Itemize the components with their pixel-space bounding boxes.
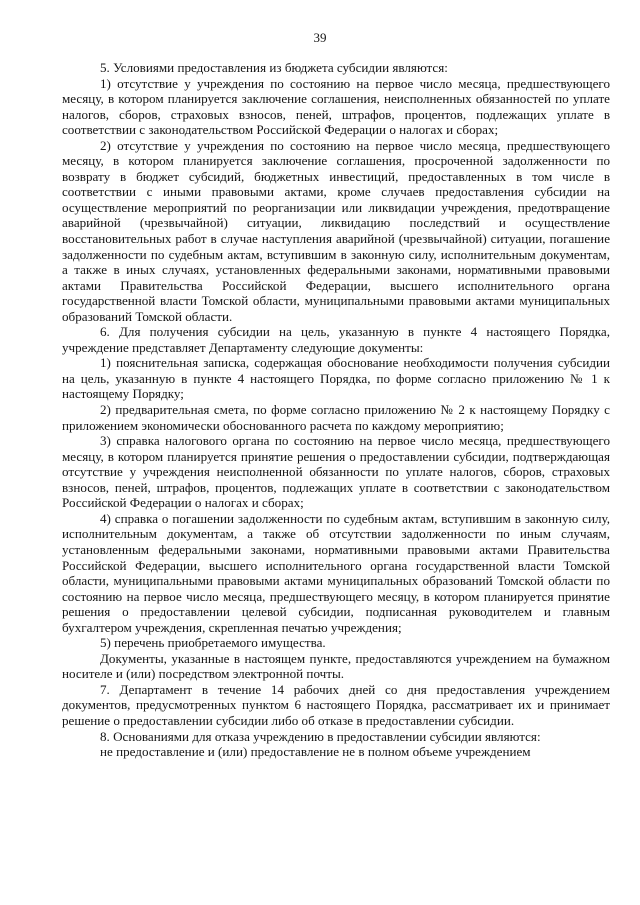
paragraph-6-submission: Документы, указанные в настоящем пункте, предоставляются учреждением на бумажном носителе и (или) посредством электронной почты. — [62, 650, 610, 682]
paragraph-6-item-3: 3) справка налогового органа по состоянию на первое число месяца, предшествующего месяцу, в котором планируется принятие решения о предоставлении субсидии, подтверждающая отсутствие у учреждения неисполненной обязанности по уплате налогов, сборов, страховых взносов, пеней, штрафов, процентов, подлежащих уплате в соответствии с законодательством Российской Федерации о налогах и сборах; — [62, 433, 610, 511]
paragraph-6-item-1: 1) пояснительная записка, содержащая обоснование необходимости получения субсидии на цель, указанную в пункте 4 настоящего Порядка, по форме согласно приложению № 1 к настоящему Порядку; — [62, 355, 610, 402]
paragraph-6-item-5: 5) перечень приобретаемого имущества. — [100, 635, 326, 651]
paragraph-5-conditions: 5. Условиями предоставления из бюджета субсидии являются: — [100, 60, 448, 75]
paragraph-6-documents: 6. Для получения субсидии на цель, указанную в пункте 4 настоящего Порядка, учреждение представляет Департаменту следующие документы: — [62, 324, 610, 355]
paragraph-6-item-2: 2) предварительная смета, по форме согласно приложению № 2 к настоящему Порядку с приложением экономически обоснованного расчета по каждому мероприятию; — [62, 402, 610, 433]
paragraph-5-item-2: 2) отсутствие у учреждения по состоянию на первое число месяца, предшествующего месяцу, в котором планируется заключение соглашения, просроченной задолженности по возврату в бюджет субсидий, бюджетных инвестиций, предоставленных в том числе в соответствии с иными правовыми актами, кроме случаев предоставления субсидии на осуществление мероприятий по реорганизации или ликвидации учреждения, предотвращение аварийной (чрезвычайной) ситуации, ликвидацию последствий и осуществление восстановительных работ в случае наступления аварийной (чрезвычайной) ситуации, погашение задолженности по судебным актам, вступившим в законную силу, исполнительным документам, а также в иных случаях, установленных федеральными законами, нормативными правовыми актами Правительства Российской Федерации, высшего исполнительного органа государственной власти Томской области, муниципальными правовыми актами муниципальных образований Томской области. — [62, 137, 610, 324]
paragraph-8-refusal: 8. Основаниями для отказа учреждению в предоставлении субсидии являются: — [100, 728, 541, 744]
paragraph-7-review: 7. Департамент в течение 14 рабочих дней со дня предоставления учреждением документов, предусмотренных пунктом 6 настоящего Порядка, рассматривает их и принимает решение о предоставлении субсидии либо об отказе в предоставлении субсидии. — [62, 681, 610, 728]
paragraph-8-item-1: не предоставление и (или) предоставление не в полном объеме учреждением — [100, 744, 531, 760]
page-number: 39 — [313, 30, 327, 45]
paragraph-5-item-1: 1) отсутствие у учреждения по состоянию на первое число месяца, предшествующего месяцу, в котором планируется заключение соглашения, неисполненных обязанностей по уплате налогов, сборов, страховых взносов, пеней, штрафов, процентов, подлежащих уплате в соответствии с законодательством Российской Федерации о налогах и сборах; — [62, 75, 610, 138]
document-body — [62, 60, 610, 760]
paragraph-6-item-4: 4) справка о погашении задолженности по судебным актам, вступившим в законную силу, исполнительным документам, а также об отсутствии задолженности по иным случаям, установленным федеральными законами, нормативными правовыми актами Правительства Российской Федерации, высшего исполнительного органа государственной власти Томской области, муниципальными правовыми актами муниципальных образований Томской области по состоянию на первое число месяца, предшествующего месяцу, в котором планируется принятие решения о предоставлении целевой субсидии, подписанная руководителем и главным бухгалтером учреждения, скрепленная печатью учреждения; — [62, 510, 610, 635]
